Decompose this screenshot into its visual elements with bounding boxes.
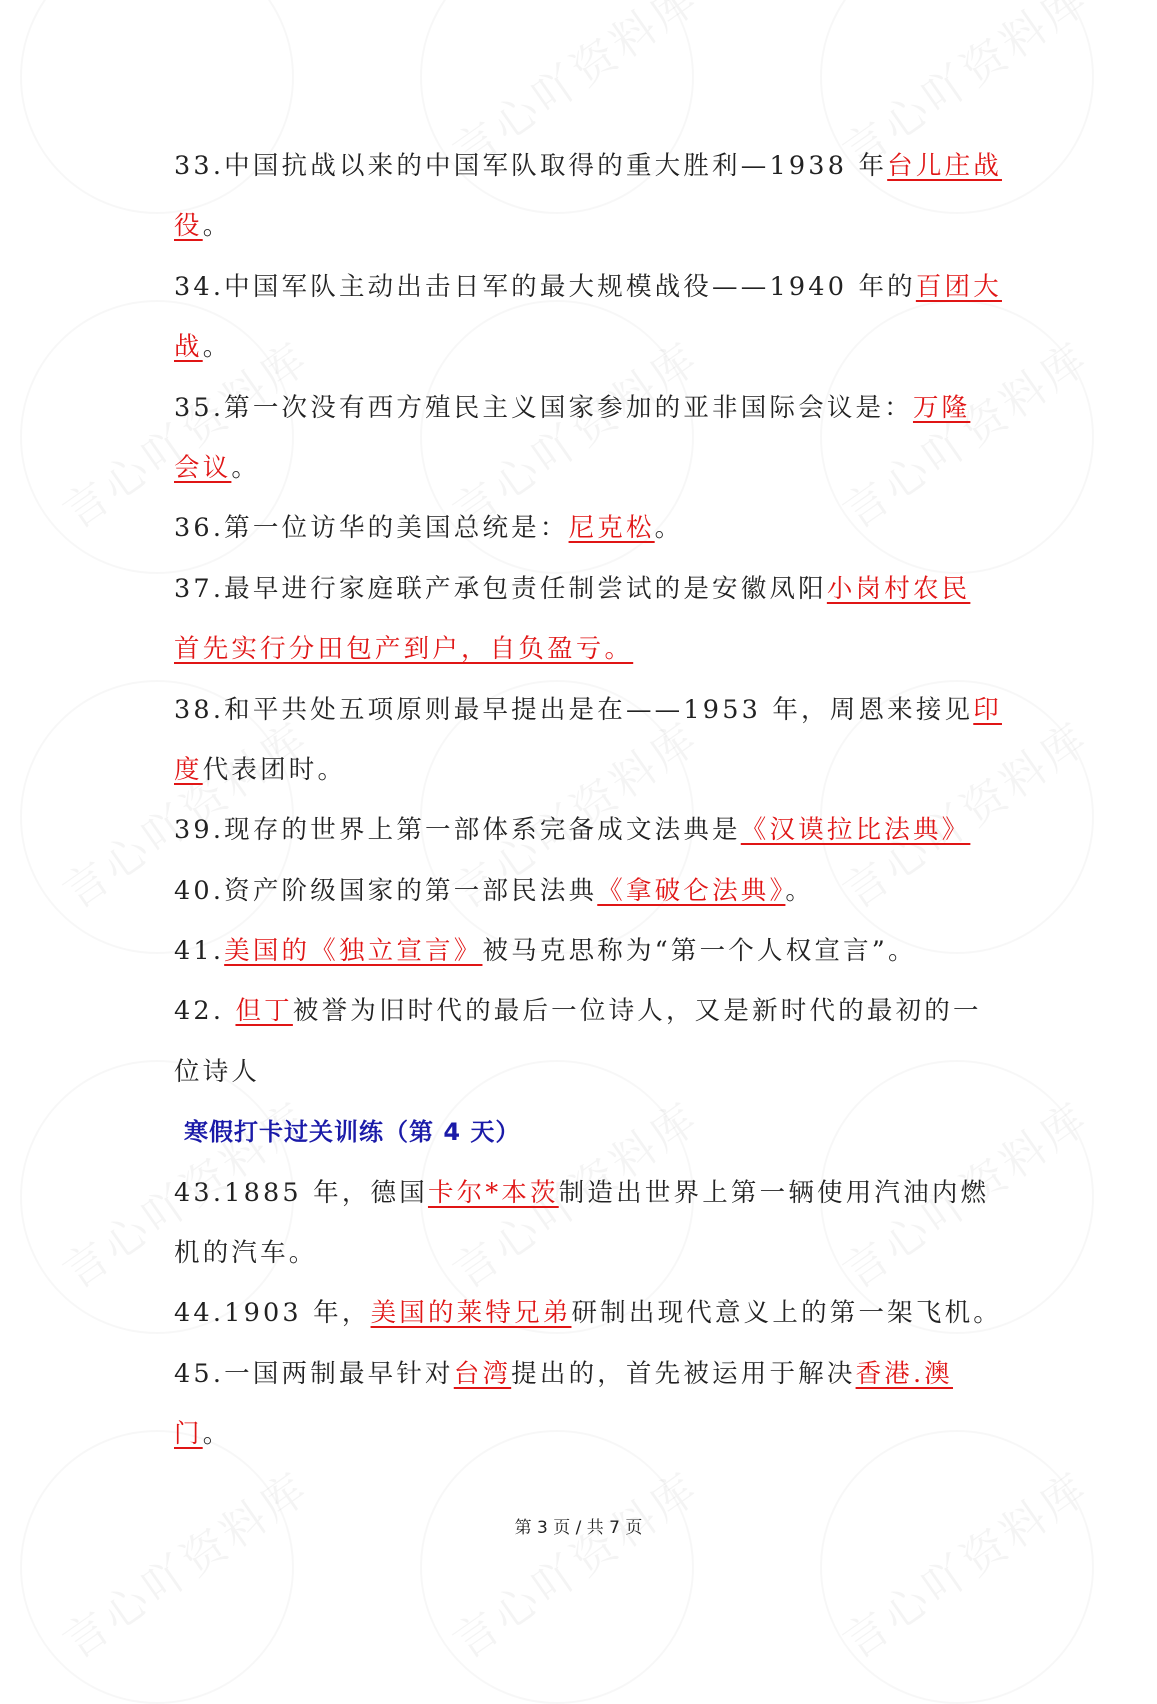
question-43 — [174, 1163, 994, 1223]
question-text: 。 — [654, 513, 684, 544]
question-42-cont — [174, 1042, 994, 1102]
question-text: 提出的，首先被运用于解决 — [511, 1358, 856, 1389]
question-text: 中国抗战以来的中国军队取得的重大胜利—1938 年 — [224, 151, 888, 181]
question-text: 1885 年，德国 — [224, 1177, 428, 1208]
question-text: 。 — [202, 332, 232, 363]
question-text — [224, 996, 235, 1026]
answer-text: 首先实行分田包产到户，自负盈亏。 — [174, 634, 634, 665]
answer-text: 会议 — [174, 452, 232, 483]
answer-text: 美国的《独立宣言》 — [224, 936, 483, 967]
question-41 — [174, 921, 994, 981]
answer-text: 台湾 — [453, 1358, 512, 1389]
question-38 — [174, 680, 1002, 740]
item-number: 36. — [174, 513, 225, 544]
question-text: 。 — [202, 1419, 232, 1450]
answer-text: 门 — [174, 1419, 203, 1450]
item-number: 35. — [174, 392, 225, 423]
question-35-cont — [174, 438, 994, 498]
section-heading: 寒假打卡过关训练（第 4 天） — [184, 1118, 521, 1147]
item-number: 40. — [174, 875, 225, 906]
item-number: 38. — [174, 694, 225, 725]
question-text: 被誉为旧时代的最后一位诗人，又是新时代的最初的一 — [292, 996, 982, 1027]
item-number: 34. — [174, 271, 225, 302]
question-text: 和平共处五项原则最早提出是在——1953 年，周恩来接见 — [224, 694, 974, 725]
question-45 — [174, 1344, 994, 1404]
watermark-ring — [420, 1430, 694, 1704]
watermark-ring — [20, 1430, 294, 1704]
item-number: 44. — [174, 1298, 225, 1329]
question-37 — [174, 559, 994, 619]
question-36 — [174, 498, 994, 558]
answer-text: 《拿破仑法典》 — [597, 875, 786, 906]
watermark-text — [828, 1453, 1101, 1671]
question-text: 。 — [202, 211, 232, 242]
question-43-cont — [174, 1223, 994, 1283]
item-number: 45. — [174, 1358, 225, 1389]
item-number: 37. — [174, 573, 225, 604]
answer-text: 万隆 — [912, 392, 971, 423]
answer-text: 美国的莱特兄弟 — [370, 1298, 572, 1329]
question-33 — [174, 136, 1002, 196]
question-45-cont — [174, 1404, 994, 1464]
answer-text: 百团大 — [915, 271, 1002, 302]
question-33-cont — [174, 196, 994, 256]
question-text: 研制出现代意义上的第一架飞机。 — [571, 1298, 1002, 1329]
watermark-ring — [820, 1430, 1094, 1704]
question-40 — [174, 861, 994, 921]
question-44 — [174, 1283, 1002, 1343]
answer-text: 战 — [174, 332, 203, 363]
question-39 — [174, 800, 994, 860]
answer-text: 卡尔*本茨 — [427, 1177, 559, 1208]
question-38-cont — [174, 740, 994, 800]
question-text: 中国军队主动出击日军的最大规模战役——1940 年的 — [224, 271, 916, 302]
question-text: 。 — [231, 452, 261, 483]
answer-text: 《汉谟拉比法典》 — [740, 815, 971, 846]
answer-text: 役 — [174, 211, 203, 242]
question-text: 第一次没有西方殖民主义国家参加的亚非国际会议是： — [224, 392, 913, 423]
question-text: 资产阶级国家的第一部民法典 — [224, 875, 598, 906]
question-text: 第一位访华的美国总统是： — [224, 513, 569, 544]
page-number: 第 3 页 / 共 7 页 — [514, 1518, 643, 1538]
question-34 — [174, 257, 1002, 317]
question-42 — [174, 981, 994, 1041]
answer-text: 小岗村农民 — [826, 573, 971, 604]
question-35 — [174, 378, 994, 438]
item-number: 33. — [174, 151, 225, 181]
document-body — [174, 136, 1002, 1465]
answer-text: 香港.澳 — [855, 1358, 953, 1389]
watermark-text — [48, 1453, 321, 1671]
question-text: 代表团时。 — [202, 754, 347, 785]
item-number: 39. — [174, 815, 225, 846]
question-text: 位诗人 — [174, 1056, 261, 1087]
question-text: 现存的世界上第一部体系完备成文法典是 — [224, 815, 741, 846]
item-number: 43. — [174, 1177, 225, 1208]
watermark-text — [438, 1453, 711, 1671]
answer-text: 尼克松 — [568, 513, 655, 544]
question-text: 最早进行家庭联产承包责任制尝试的是安徽凤阳 — [224, 573, 827, 604]
question-text: 被马克思称为“第一个人权宣言”。 — [482, 936, 917, 967]
answer-text: 印 — [973, 694, 1002, 725]
question-34-cont — [174, 317, 994, 377]
answer-text: 度 — [174, 754, 203, 785]
question-text: 制造出世界上第一辆使用汽油内燃 — [558, 1177, 990, 1208]
answer-text: 台儿庄战 — [887, 151, 1002, 181]
question-text: 。 — [785, 875, 815, 906]
item-number: 41. — [174, 936, 225, 967]
question-text: 一国两制最早针对 — [224, 1358, 454, 1389]
item-number: 42. — [174, 996, 225, 1027]
answer-text: 但丁 — [235, 996, 293, 1027]
question-37-cont — [174, 619, 994, 679]
question-text: 1903 年， — [224, 1298, 371, 1329]
question-text: 机的汽车。 — [174, 1238, 318, 1269]
